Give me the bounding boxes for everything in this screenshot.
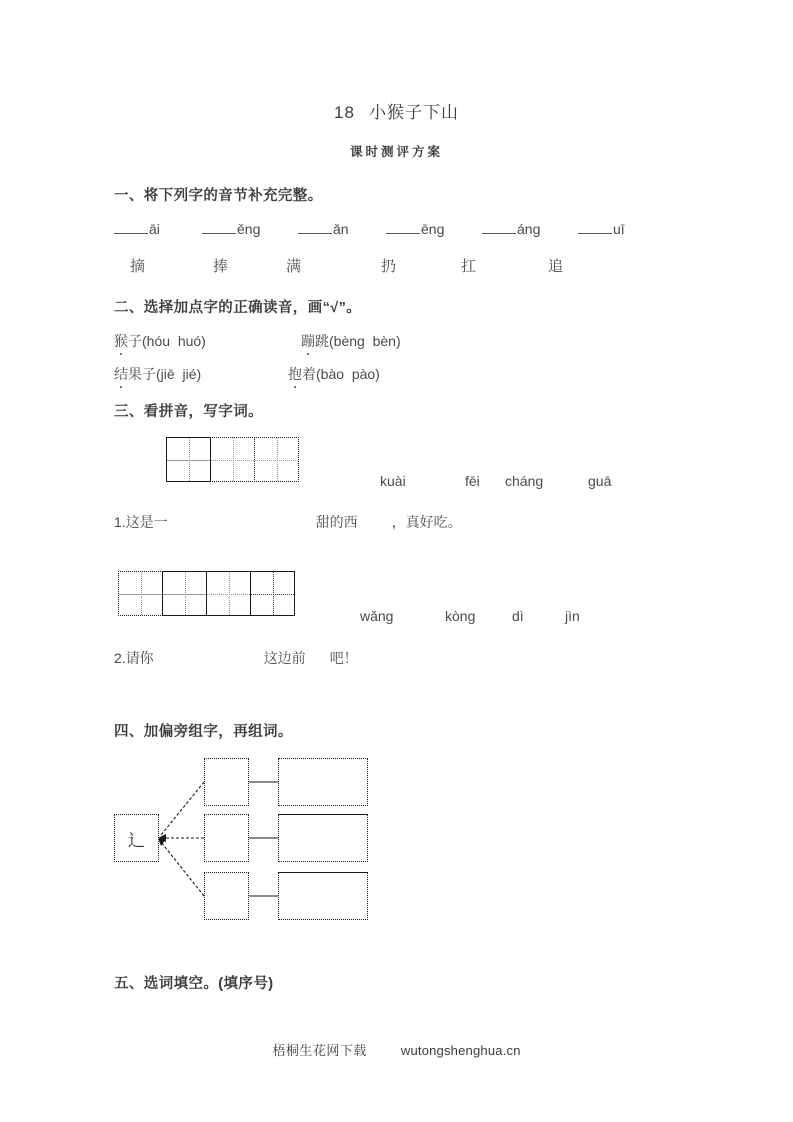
reading-choice-1[interactable] xyxy=(114,331,206,351)
pinyin-hint-2: fēi xyxy=(465,473,480,489)
writing-cell[interactable] xyxy=(166,437,211,482)
sentence-number: 1. xyxy=(114,514,126,530)
dotted-character: 猴 xyxy=(114,333,128,349)
word-box-1[interactable] xyxy=(278,758,368,806)
choice-option-2[interactable]: bèn xyxy=(372,333,396,349)
choice-option-2[interactable]: pào xyxy=(351,366,376,382)
grid-hline xyxy=(207,594,250,595)
character-5: 扛 xyxy=(461,257,477,275)
pinyin-blank-row xyxy=(114,220,714,244)
grid-hline xyxy=(251,594,294,595)
grid-hline xyxy=(163,594,206,595)
pinyin-hint-1: kuài xyxy=(380,473,406,489)
sentence-1 xyxy=(114,512,462,532)
paren-close: ) xyxy=(395,333,401,349)
character-6: 追 xyxy=(548,257,564,275)
dotted-character: 蹦 xyxy=(301,333,315,349)
dotted-character: 结 xyxy=(114,366,128,382)
pinyin-blank-5[interactable]: áng xyxy=(482,220,540,237)
choice-option-2[interactable]: huó xyxy=(177,333,202,349)
writing-grid-row-2[interactable] xyxy=(118,571,294,616)
pinyin-blank-1[interactable]: āi xyxy=(114,220,160,237)
writing-cell[interactable] xyxy=(254,437,299,482)
pinyin-hint-4: jìn xyxy=(565,608,580,624)
choice-option-1[interactable]: hóu xyxy=(146,333,171,349)
pinyin-hints-row-2 xyxy=(360,608,660,630)
pinyin-blank-6[interactable]: uī xyxy=(578,220,625,237)
new-character-box-2[interactable] xyxy=(204,814,249,862)
choice-option-1[interactable]: bào xyxy=(320,366,345,382)
paren-close: ) xyxy=(375,366,380,382)
section-4-heading: 四、加偏旁组字，再组词。 xyxy=(114,724,293,740)
pinyin-hint-3: dì xyxy=(512,608,524,624)
sentence-2 xyxy=(114,648,358,668)
choice-option-1[interactable]: bèng xyxy=(333,333,365,349)
character-3: 满 xyxy=(286,257,302,275)
sentence-number: 2. xyxy=(114,650,126,666)
blank-line xyxy=(298,220,332,234)
pinyin-blank-3[interactable]: ǎn xyxy=(298,220,349,237)
grid-hline xyxy=(255,460,298,461)
character-1: 摘 xyxy=(130,257,146,275)
dotted-character: 抱 xyxy=(288,366,302,382)
choice-rest: 子 xyxy=(128,333,142,349)
writing-cell[interactable] xyxy=(210,437,255,482)
paren-open: ( xyxy=(142,333,147,349)
pinyin-blank-2[interactable]: ěng xyxy=(202,220,260,237)
sentence-part-1: 请你 xyxy=(125,650,154,666)
sentence-part-3: ，真好吃。 xyxy=(391,514,462,530)
pinyin-hint-3: cháng xyxy=(505,473,544,489)
writing-cell[interactable] xyxy=(118,571,163,616)
blank-line xyxy=(114,220,148,234)
sentence-part-2: 这边前 xyxy=(263,650,306,666)
choice-rest: 着 xyxy=(302,366,316,382)
blank-line xyxy=(578,220,612,234)
radical-diagram xyxy=(114,758,434,940)
grid-hline xyxy=(211,460,254,461)
footer-url: wutongshenghua.cn xyxy=(400,1043,521,1058)
section-1-heading: 一、将下列字的音节补充完整。 xyxy=(114,188,323,204)
writing-cell[interactable] xyxy=(250,571,295,616)
paren-open: ( xyxy=(329,333,334,349)
new-character-box-1[interactable] xyxy=(204,758,249,806)
footer-site-name: 梧桐生花网下载 xyxy=(272,1044,367,1059)
radical-glyph: 辶 xyxy=(128,830,145,851)
choice-rest: 果子 xyxy=(128,366,156,382)
writing-cell[interactable] xyxy=(162,571,207,616)
sentence-part-3: 吧！ xyxy=(329,650,358,666)
writing-grid-row-1[interactable] xyxy=(166,437,298,482)
blank-line xyxy=(386,220,420,234)
blank-line xyxy=(202,220,236,234)
page-title xyxy=(0,98,793,123)
page-footer xyxy=(0,1040,793,1059)
reading-choice-2[interactable] xyxy=(301,331,401,351)
sentence-part-1: 这是一 xyxy=(125,514,168,530)
word-box-2[interactable] xyxy=(278,814,368,862)
page-subtitle: 课时测评方案 xyxy=(349,144,443,159)
reading-choice-3[interactable] xyxy=(114,364,201,384)
section-3-heading: 三、看拼音，写字词。 xyxy=(114,404,263,420)
section-2-heading: 二、选择加点字的正确读音，画“√”。 xyxy=(114,300,362,316)
character-row xyxy=(114,255,714,281)
paren-open: ( xyxy=(316,366,321,382)
paren-close: ) xyxy=(196,366,202,382)
pinyin-hint-2: kòng xyxy=(445,608,476,624)
pinyin-hints-row-1 xyxy=(380,473,680,495)
character-4: 扔 xyxy=(381,257,397,275)
blank-line xyxy=(482,220,516,234)
grid-hline xyxy=(119,594,162,595)
choice-rest: 跳 xyxy=(315,333,329,349)
reading-choice-4[interactable] xyxy=(288,364,380,384)
new-character-box-3[interactable] xyxy=(204,872,249,920)
pinyin-hint-4: guā xyxy=(588,473,612,489)
choice-option-1[interactable]: jiē xyxy=(160,366,175,382)
lesson-title: 小猴子下山 xyxy=(368,103,459,122)
paren-close: ) xyxy=(201,333,206,349)
grid-hline xyxy=(167,460,210,461)
word-box-3[interactable] xyxy=(278,872,368,920)
sentence-part-2: 甜的西 xyxy=(315,514,358,530)
radical-box[interactable] xyxy=(114,814,159,862)
diagram-connectors xyxy=(114,758,434,940)
choice-option-2[interactable]: jié xyxy=(182,366,197,382)
paren-open: ( xyxy=(156,366,161,382)
pinyin-hint-1: wǎng xyxy=(360,608,394,624)
lesson-number: 18 xyxy=(334,103,355,122)
character-2: 捧 xyxy=(213,257,229,275)
section-5-heading: 五、选词填空。(填序号) xyxy=(114,976,274,992)
pinyin-blank-4[interactable]: ēng xyxy=(386,220,444,237)
writing-cell[interactable] xyxy=(206,571,251,616)
